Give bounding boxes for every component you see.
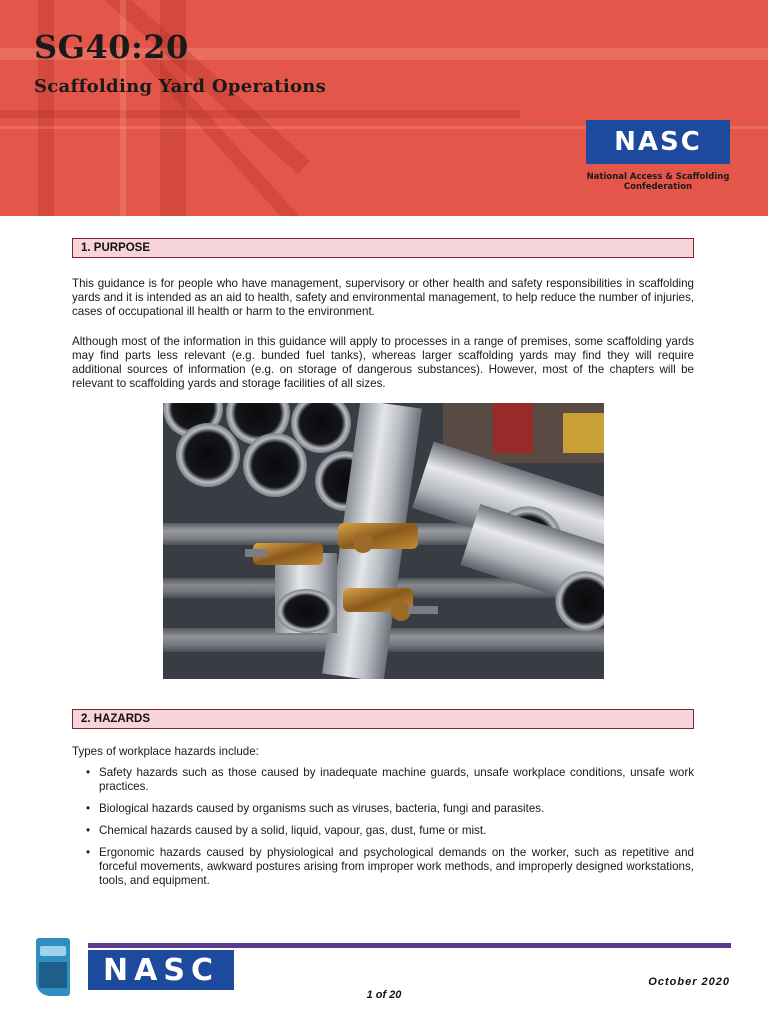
- list-item: [86, 824, 694, 838]
- badge-top-band: [40, 946, 66, 956]
- document-title: Scaffolding Yard Operations: [34, 76, 327, 97]
- bullet-icon: •: [86, 824, 91, 837]
- page-number: 1 of 20: [366, 989, 402, 1001]
- hazards-list: [86, 766, 694, 896]
- scaffold-tubes-illustration: [163, 403, 604, 679]
- purpose-paragraph-2: Although most of the information in this guidance will apply to processes in a range of premises, some scaffolding yards may find parts less relevant (e.g. bunded fuel tanks), whereas larger scaffolding yards may find they will require additional sources of information (e.g. on storage of dangerous substances). However, most of the chapters will be relevant to scaffolding yards and storage facilities of all sizes.: [72, 335, 694, 390]
- list-item-text: Safety hazards such as those caused by inadequate machine guards, unsafe workplace conditions, unsafe work practices.: [99, 766, 694, 793]
- list-item-text: Biological hazards caused by organisms such as viruses, bacteria, fungi and parasites.: [99, 802, 545, 815]
- footer-nasc-logo: NASC: [88, 950, 234, 990]
- nasc-logo: NASC: [586, 120, 730, 164]
- bullet-icon: •: [86, 802, 91, 815]
- list-item-text: Ergonomic hazards caused by physiological and psychological demands on the worker, such as repetitive and forceful movements, awkward postures arising from improper work methods, and improperly designed workstations, tools, and equipment.: [99, 846, 694, 887]
- footer-date: October 2020: [648, 976, 730, 988]
- section-heading-purpose: 1. PURPOSE: [72, 238, 694, 258]
- nasc-logo-subtitle: National Access & Scaffolding Confederation: [586, 172, 730, 192]
- purpose-paragraph-1: This guidance is for people who have management, supervisory or other health and safety responsibilities in scaffolding yards and it is intended as an aid to health, safety and environmental management, to help reduce the number of injuries, cases of occupational ill health or harm to the environment.: [72, 277, 694, 318]
- list-item: [86, 766, 694, 794]
- bullet-icon: •: [86, 846, 91, 859]
- list-item-text: Chemical hazards caused by a solid, liquid, vapour, gas, dust, fume or mist.: [99, 824, 487, 837]
- document-code: SG40:20: [34, 28, 189, 66]
- scaffold-tubes-photo: [163, 403, 604, 679]
- bullet-icon: •: [86, 766, 91, 779]
- buildup-badge-icon: [36, 938, 70, 996]
- section-heading-hazards: 2. HAZARDS: [72, 709, 694, 729]
- footer-rule: [88, 943, 731, 948]
- header-banner: [0, 0, 768, 216]
- badge-label-block: [39, 962, 67, 988]
- hazards-intro: Types of workplace hazards include:: [72, 745, 259, 758]
- list-item: [86, 802, 694, 816]
- list-item: [86, 846, 694, 888]
